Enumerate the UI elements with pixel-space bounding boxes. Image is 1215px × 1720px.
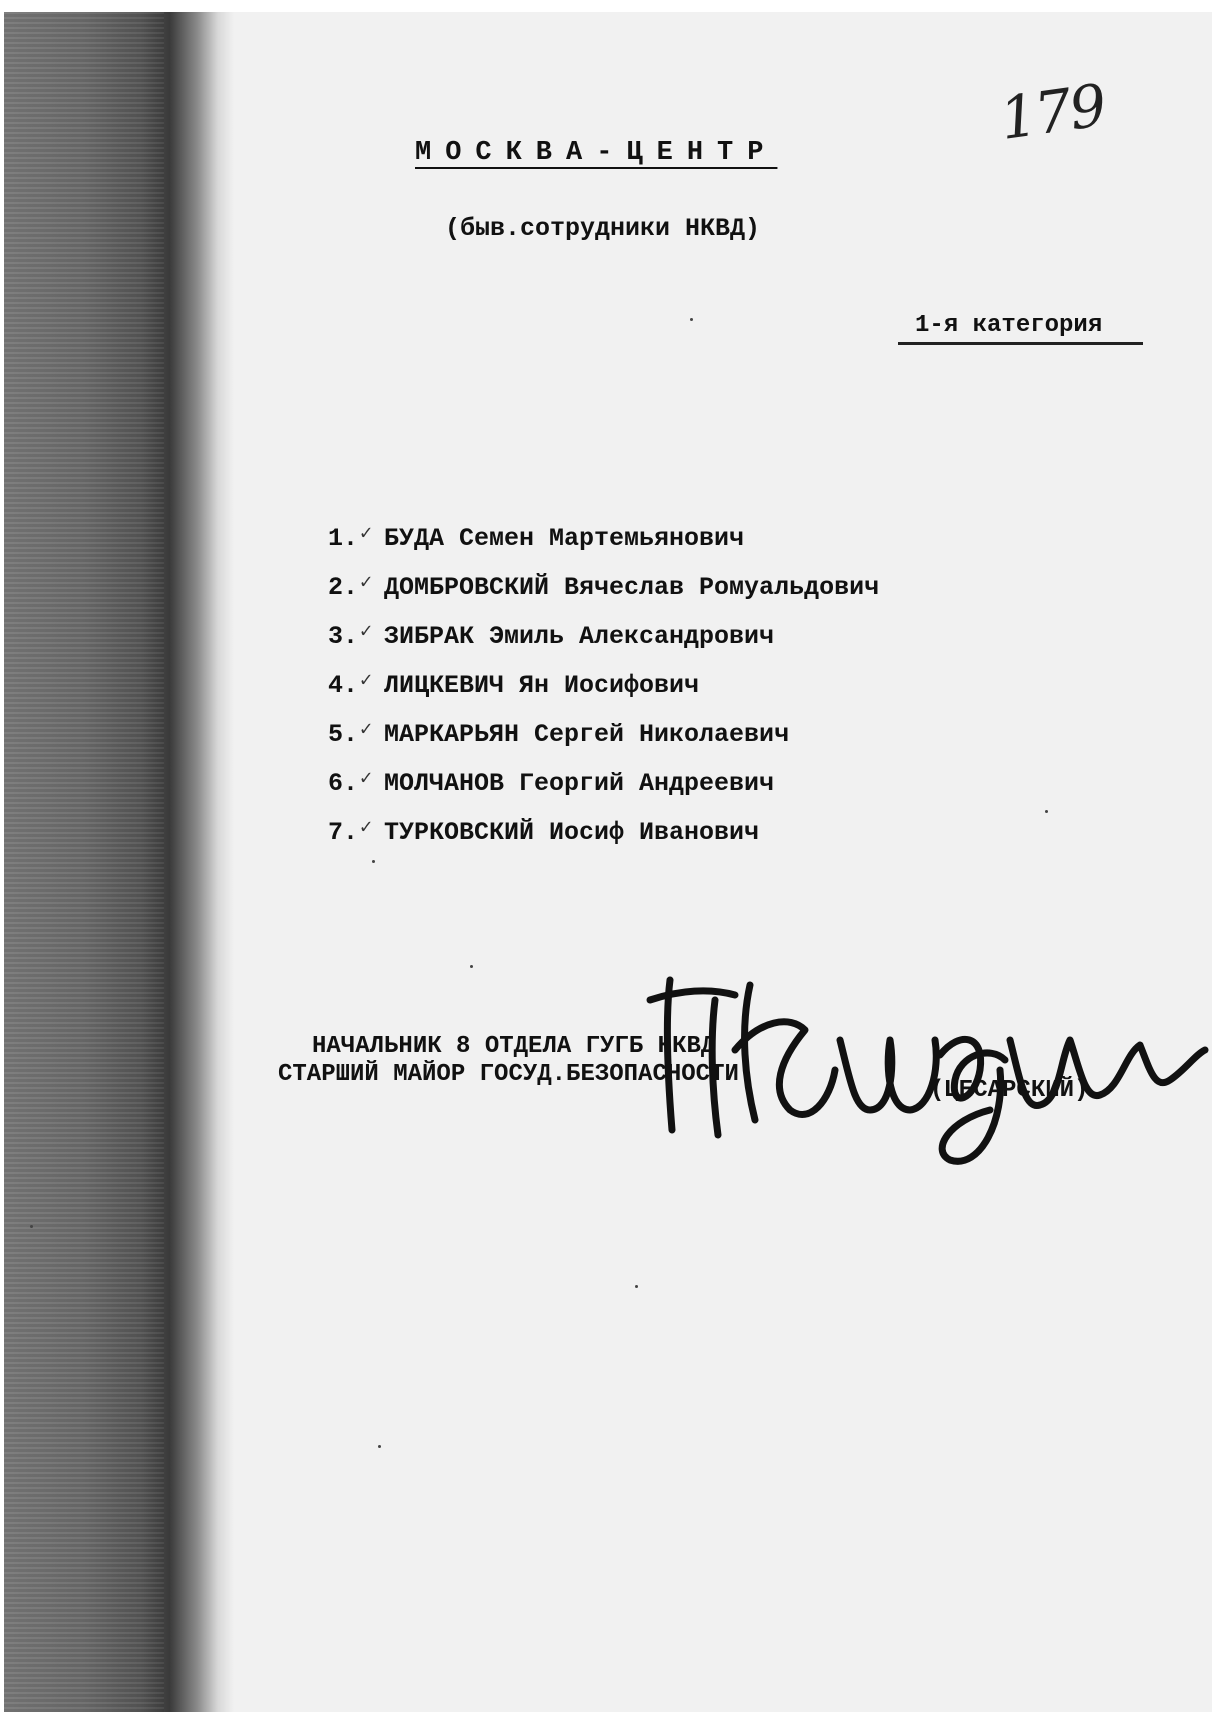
list-item-name: МАРКАРЬЯН Сергей Николаевич xyxy=(384,720,790,749)
signatory-rank: СТАРШИЙ МАЙОР ГОСУД.БЕЗОПАСНОСТИ xyxy=(278,1061,739,1088)
signatory-name: (ЦЕСАРСКИЙ) xyxy=(930,1077,1089,1104)
list-item-number: 6. xyxy=(328,769,359,798)
check-mark-icon: ✓ xyxy=(360,522,373,546)
scan-speck xyxy=(30,1225,33,1228)
list-item xyxy=(328,710,879,759)
list-item-name: БУДА Семен Мартемьянович xyxy=(384,524,745,553)
check-mark-icon: ✓ xyxy=(360,767,373,791)
handwritten-signature xyxy=(640,960,1210,1180)
list-item-name: МОЛЧАНОВ Георгий Андреевич xyxy=(384,769,775,798)
list-item-number: 3. xyxy=(328,622,359,651)
document-title: МОСКВА-ЦЕНТР xyxy=(415,138,778,168)
scan-speck xyxy=(378,1445,381,1448)
names-list xyxy=(328,514,879,857)
check-mark-icon: ✓ xyxy=(360,816,373,840)
document-subtitle: (быв.сотрудники НКВД) xyxy=(445,214,761,243)
scan-speck xyxy=(1045,810,1048,813)
check-mark-icon: ✓ xyxy=(360,571,373,595)
check-mark-icon: ✓ xyxy=(360,620,373,644)
category-underline xyxy=(898,342,1143,345)
list-item-name: ТУРКОВСКИЙ Иосиф Иванович xyxy=(384,818,760,847)
list-item-number: 5. xyxy=(328,720,359,749)
list-item-number: 2. xyxy=(328,573,359,602)
category-label: 1-я категория xyxy=(915,312,1103,339)
list-item xyxy=(328,612,879,661)
signatory-position: НАЧАЛЬНИК 8 ОТДЕЛА ГУГБ НКВД xyxy=(312,1033,716,1060)
scan-speck xyxy=(635,1285,638,1288)
scan-speck xyxy=(372,860,375,863)
scan-speck xyxy=(690,318,693,321)
check-mark-icon: ✓ xyxy=(360,669,373,693)
list-item-number: 1. xyxy=(328,524,359,553)
list-item xyxy=(328,514,879,563)
list-item xyxy=(328,563,879,612)
list-item xyxy=(328,808,879,857)
list-item xyxy=(328,759,879,808)
list-item xyxy=(328,661,879,710)
list-item-number: 7. xyxy=(328,818,359,847)
handwritten-page-number: 179 xyxy=(995,71,1109,153)
list-item-name: ДОМБРОВСКИЙ Вячеслав Ромуальдович xyxy=(384,573,880,602)
list-item-name: ЗИБРАК Эмиль Александрович xyxy=(384,622,775,651)
scan-speck xyxy=(470,965,473,968)
list-item-number: 4. xyxy=(328,671,359,700)
check-mark-icon: ✓ xyxy=(360,718,373,742)
list-item-name: ЛИЦКЕВИЧ Ян Иосифович xyxy=(384,671,700,700)
scan-margin-noise xyxy=(4,12,164,1712)
